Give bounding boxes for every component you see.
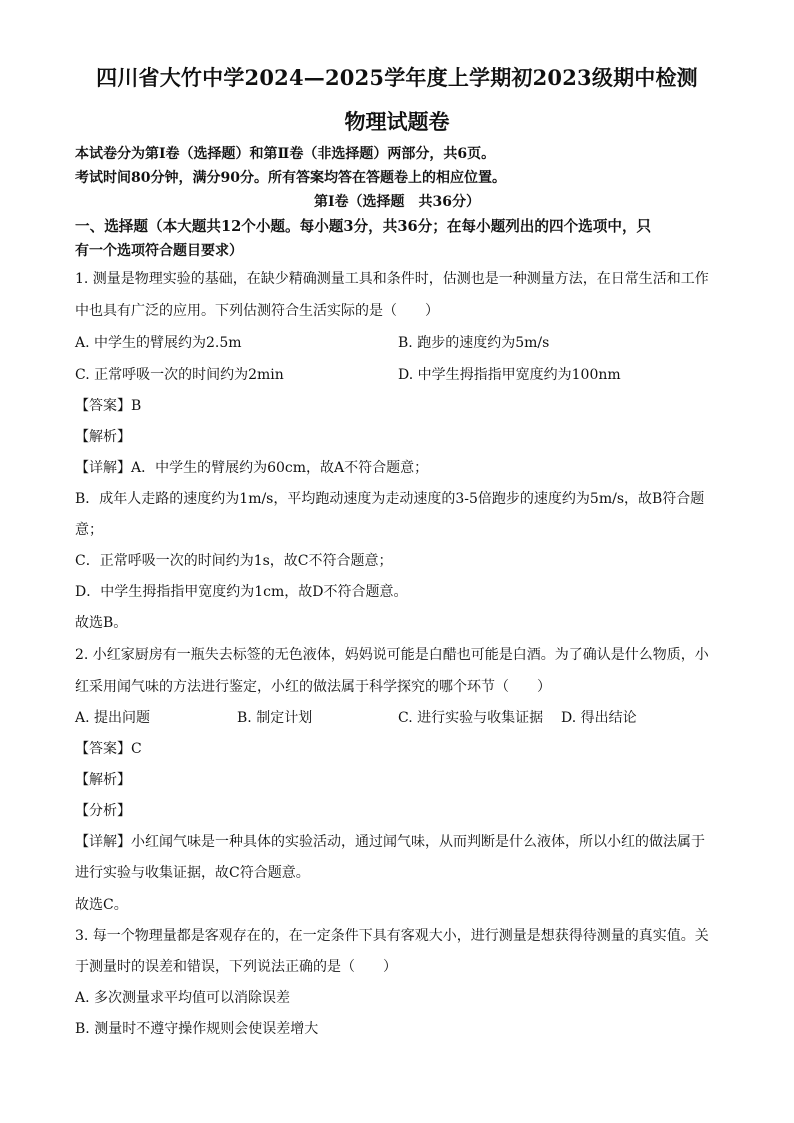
q1-answer: 【答案】B <box>75 398 142 414</box>
q1-detail-d: D．中学生拇指指甲宽度约为1cm，故D不符合题意。 <box>75 584 408 600</box>
q2-answer: 【答案】C <box>75 741 142 757</box>
intro-line-1: 本试卷分为第Ⅰ卷（选择题）和第Ⅱ卷（非选择题）两部分，共6页。 <box>75 146 496 162</box>
q2-option-a: A. 提出问题 <box>75 710 151 726</box>
q1-option-d: D. 中学生拇指指甲宽度约为100nm <box>398 367 621 383</box>
q1-detail-b-cont: 意； <box>75 522 103 538</box>
q2-option-b: B. 制定计划 <box>237 710 313 726</box>
exam-subtitle: 物理试题卷 <box>344 109 450 134</box>
q1-stem-cont: 中也具有广泛的应用。下列估测符合生活实际的是（ ） <box>75 303 439 319</box>
q3-stem: 3. 每一个物理量都是客观存在的，在一定条件下具有客观大小，进行测量是想获得待测量的真实值。关 <box>75 928 709 944</box>
part1-instructions-cont: 有一个选项符合题目要求） <box>75 243 243 259</box>
q2-detail: 【详解】小红闻气味是一种具体的实验活动，通过闻气味，从而判断是什么液体，所以小红的做法属于 <box>75 834 705 850</box>
part1-instructions: 一、选择题（本大题共12个小题。每小题3分，共36分；在每小题列出的四个选项中，只 <box>75 218 652 235</box>
q2-option-c: C. 进行实验与收集证据 <box>398 710 544 726</box>
q2-analysis-label: 【解析】 <box>75 772 131 788</box>
q1-conclusion: 故选B。 <box>75 615 128 631</box>
q1-option-c: C. 正常呼吸一次的时间约为2min <box>75 367 284 383</box>
q2-fenxi-label: 【分析】 <box>75 803 131 819</box>
intro-line-2: 考试时间80分钟，满分90分。所有答案均答在答题卷上的相应位置。 <box>75 170 506 186</box>
section-heading: 第Ⅰ卷（选择题 共36分） <box>313 194 481 210</box>
q3-option-b: B. 测量时不遵守操作规则会使误差增大 <box>75 1021 319 1037</box>
q2-conclusion: 故选C。 <box>75 897 128 913</box>
q1-analysis-label: 【解析】 <box>75 429 131 445</box>
q1-detail-b: B．成年人走路的速度约为1m/s，平均跑动速度为走动速度的3-5倍跑步的速度约为5m/s，故B符合题 <box>75 491 705 507</box>
q1-option-a: A. 中学生的臂展约为2.5m <box>75 335 242 351</box>
q1-detail-a: 【详解】A．中学生的臂展约为60cm，故A不符合题意； <box>75 460 429 476</box>
q2-detail-cont: 进行实验与收集证据，故C符合题意。 <box>75 865 310 881</box>
q1-option-b: B. 跑步的速度约为5m/s <box>398 335 550 351</box>
q3-stem-cont: 于测量时的误差和错误，下列说法正确的是（ ） <box>75 959 397 975</box>
q1-detail-c: C．正常呼吸一次的时间约为1s，故C不符合题意； <box>75 553 393 569</box>
q3-option-a: A. 多次测量求平均值可以消除误差 <box>75 990 291 1006</box>
q2-stem-cont: 红采用闻气味的方法进行鉴定，小红的做法属于科学探究的哪个环节（ ） <box>75 679 551 695</box>
q2-stem: 2. 小红家厨房有一瓶失去标签的无色液体，妈妈说可能是白醋也可能是白酒。为了确认是什么物质，小 <box>75 647 709 663</box>
q2-option-d: D. 得出结论 <box>561 710 637 726</box>
exam-title: 四川省大竹中学2024—2025学年度上学期初2023级期中检测 <box>96 65 698 90</box>
q1-stem: 1. 测量是物理实验的基础，在缺少精确测量工具和条件时，估测也是一种测量方法，在日常生活和工作 <box>75 271 709 287</box>
